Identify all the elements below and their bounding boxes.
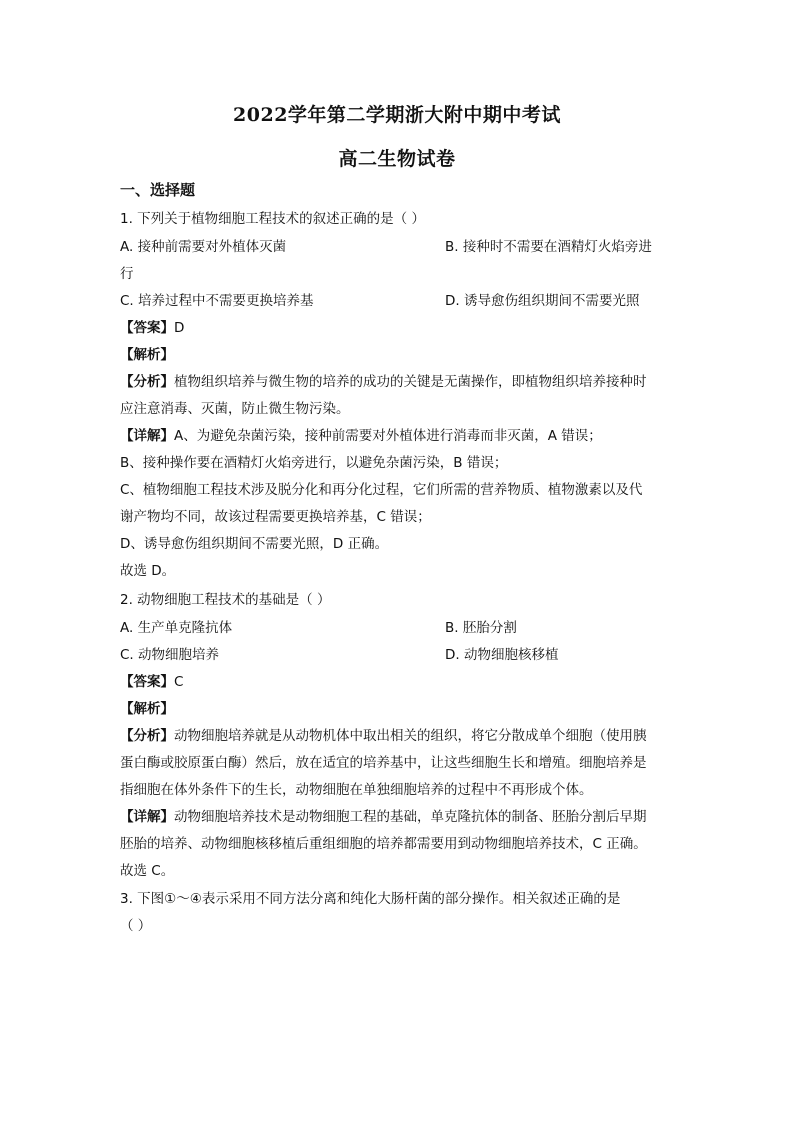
q1-stem: 1. 下列关于植物细胞工程技术的叙述正确的是（ ） — [120, 211, 425, 227]
q1-option-b: B. 接种时不需要在酒精灯火焰旁进 — [445, 239, 652, 255]
q1-fenxi-1 — [120, 373, 647, 391]
q1-xiangjie-4: 谢产物均不同，故该过程需要更换培养基，C 错误； — [120, 509, 431, 525]
answer-value: D — [174, 320, 185, 336]
q2-fenxi-1 — [120, 727, 647, 745]
q1-xiangjie-3: C、植物细胞工程技术涉及脱分化和再分化过程，它们所需的营养物质、植物激素以及代 — [120, 482, 643, 498]
q1-option-b-wrap: 行 — [120, 266, 134, 282]
answer-tag: 【答案】 — [120, 674, 174, 690]
q2-xiangjie-1 — [120, 808, 647, 826]
q2-stem: 2. 动物细胞工程技术的基础是（ ） — [120, 592, 331, 608]
q1-xiangjie-2: B、接种操作要在酒精灯火焰旁进行，以避免杂菌污染，B 错误； — [120, 455, 508, 471]
q1-option-d: D. 诱导愈伤组织期间不需要光照 — [445, 293, 640, 309]
xiangjie-tag: 【详解】 — [120, 809, 174, 825]
xiangjie-tag: 【详解】 — [120, 428, 174, 444]
section-heading: 一、选择题 — [120, 181, 196, 199]
q3-stem-bracket: （ ） — [120, 918, 152, 934]
q3-stem: 3. 下图①～④表示采用不同方法分离和纯化大肠杆菌的部分操作。相关叙述正确的是 — [120, 891, 621, 907]
q1-xiangjie-1 — [120, 427, 602, 445]
xiangjie-text: A、为避免杂菌污染，接种前需要对外植体进行消毒而非灭菌，A 错误； — [174, 428, 602, 444]
q2-fenxi-3: 指细胞在体外条件下的生长，动物细胞在单独细胞培养的过程中不再形成个体。 — [120, 782, 593, 798]
q2-option-d: D. 动物细胞核移植 — [445, 647, 559, 663]
fenxi-tag: 【分析】 — [120, 728, 174, 744]
q2-option-b: B. 胚胎分割 — [445, 620, 517, 636]
q1-xiangjie-5: D、诱导愈伤组织期间不需要光照，D 正确。 — [120, 536, 389, 552]
q2-conclusion: 故选 C。 — [120, 863, 175, 879]
q1-fenxi-2: 应注意消毒、灭菌，防止微生物污染。 — [120, 401, 350, 417]
q1-answer — [120, 319, 184, 337]
fenxi-text: 植物组织培养与微生物的培养的成功的关键是无菌操作，即植物组织培养接种时 — [174, 374, 647, 390]
q1-option-a: A. 接种前需要对外植体灭菌 — [120, 239, 287, 255]
q2-answer — [120, 673, 183, 691]
q2-option-a: A. 生产单克隆抗体 — [120, 620, 233, 636]
q1-analysis-tag: 【解析】 — [120, 347, 174, 363]
exam-subtitle: 高二生物试卷 — [338, 148, 456, 170]
xiangjie-text: 动物细胞培养技术是动物细胞工程的基础，单克隆抗体的制备、胚胎分割后早期 — [174, 809, 647, 825]
q2-fenxi-2: 蛋白酶或胶原蛋白酶）然后，放在适宜的培养基中，让这些细胞生长和增殖。细胞培养是 — [120, 755, 647, 771]
fenxi-text: 动物细胞培养就是从动物机体中取出相关的组织，将它分散成单个细胞（使用胰 — [174, 728, 647, 744]
q1-conclusion: 故选 D。 — [120, 563, 176, 579]
q2-xiangjie-2: 胚胎的培养、动物细胞核移植后重组细胞的培养都需要用到动物细胞培养技术，C 正确。 — [120, 836, 647, 852]
answer-tag: 【答案】 — [120, 320, 174, 336]
q2-analysis-tag: 【解析】 — [120, 701, 174, 717]
exam-title: 2022学年第二学期浙大附中期中考试 — [233, 104, 561, 126]
answer-value: C — [174, 674, 184, 690]
q1-option-c: C. 培养过程中不需要更换培养基 — [120, 293, 314, 309]
q2-option-c: C. 动物细胞培养 — [120, 647, 220, 663]
fenxi-tag: 【分析】 — [120, 374, 174, 390]
